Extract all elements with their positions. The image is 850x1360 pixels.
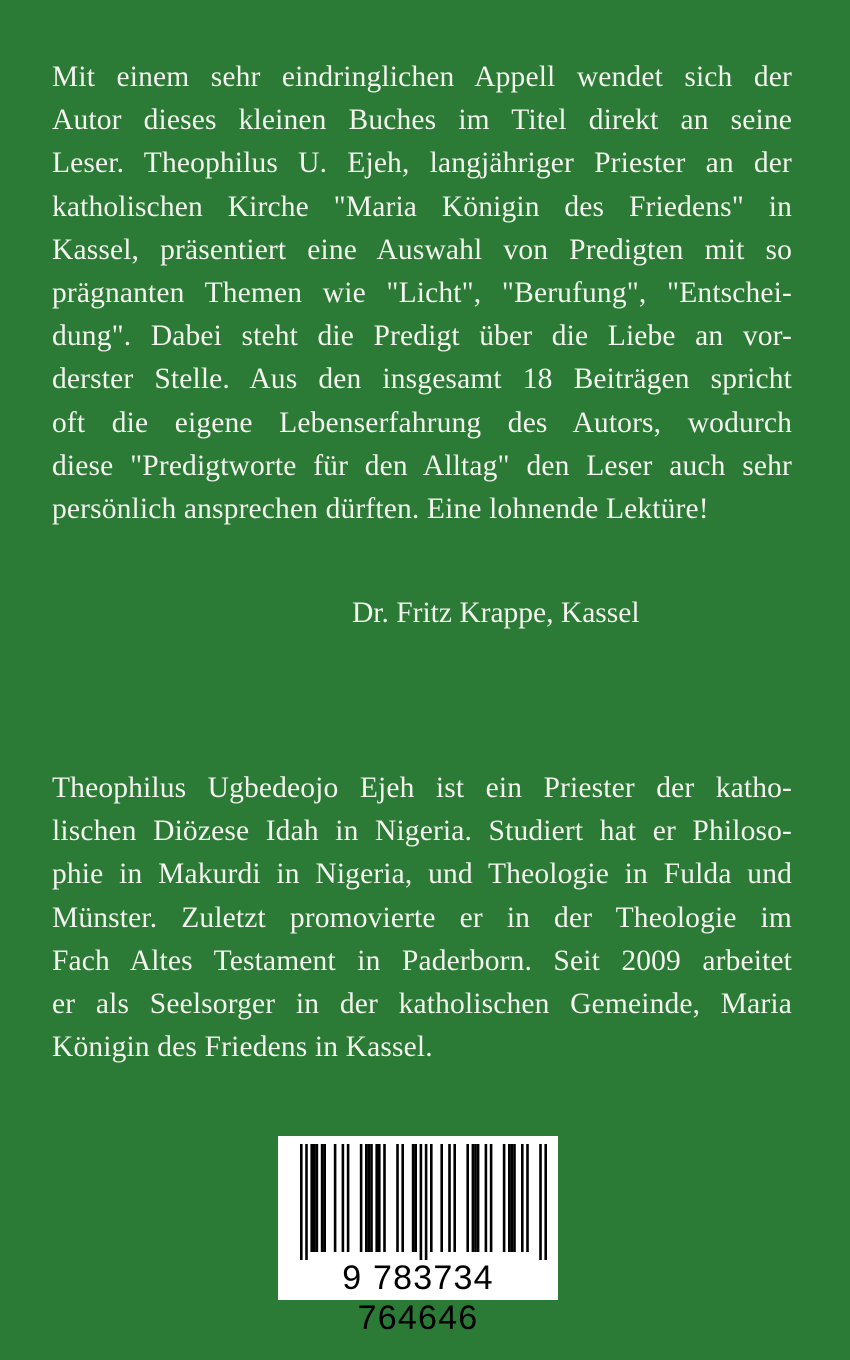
- bio-line: phie in Makurdi in Nigeria, und Theologie in Fulda und: [52, 858, 792, 891]
- barcode-bar: [544, 1144, 547, 1260]
- isbn-barcode: [278, 1136, 558, 1337]
- blurb-line: derster Stelle. Aus den insgesamt 18 Beiträgen spricht: [52, 363, 792, 396]
- bio-line: er als Seelsorger in der katholischen Gemeinde, Maria: [52, 988, 792, 1021]
- bio-line: Theophilus Ugbedeojo Ejeh ist ein Priester der katho-: [52, 772, 792, 804]
- blurb-line: diese "Predigtworte für den Alltag" den Leser auch sehr: [52, 449, 792, 482]
- barcode-digits: 9 783734 764646: [342, 1259, 494, 1337]
- barcode-bar: [414, 1144, 417, 1252]
- blurb-line: prägnanten Themen wie "Licht", "Berufung", "Entschei-: [52, 277, 792, 310]
- barcode-bar: [396, 1144, 399, 1252]
- barcode-bar: [430, 1144, 433, 1252]
- barcode-bar: [323, 1144, 326, 1252]
- barcode-bar: [485, 1144, 488, 1252]
- barcode-bar: [503, 1144, 506, 1252]
- barcode-bar: [412, 1144, 415, 1252]
- barcode-bar: [477, 1144, 480, 1252]
- barcode-bar: [305, 1144, 308, 1260]
- blurb-line: Mit einem sehr eindringlichen Appell wendet sich der: [52, 61, 792, 93]
- barcode-bar: [425, 1144, 428, 1260]
- blurb-line: Kassel, präsentiert eine Auswahl von Predigten mit so: [52, 233, 792, 266]
- barcode-bar: [508, 1144, 511, 1252]
- barcode-bar: [300, 1144, 303, 1260]
- bio-line: Fach Altes Testament in Paderborn. Seit 2009 arbeitet: [52, 944, 792, 977]
- barcode-bar: [440, 1144, 443, 1252]
- barcode-bar: [347, 1144, 350, 1252]
- bio-line: lischen Diözese Idah in Nigeria. Studiert hat er Philoso-: [52, 815, 792, 848]
- barcode-bar: [490, 1144, 493, 1252]
- blurb-line: Leser. Theophilus U. Ejeh, langjähriger Priester an der: [52, 147, 792, 180]
- blurb-line: dung". Dabei steht die Predigt über die Liebe an vor-: [52, 320, 792, 353]
- bio-line: Münster. Zuletzt promovierte er in der Theologie im: [52, 901, 792, 934]
- blurb-signature: Dr. Fritz Krappe, Kassel: [352, 597, 640, 629]
- barcode-bar: [316, 1144, 319, 1252]
- barcode-bar: [448, 1144, 451, 1252]
- barcode-bar: [401, 1144, 404, 1252]
- barcode-bar: [513, 1144, 516, 1252]
- barcode-bars: [278, 1136, 558, 1260]
- barcode-bar: [334, 1144, 337, 1252]
- author-bio-text: [52, 767, 792, 1069]
- blurb-line: oft die eigene Lebenserfahrung des Autors, wodurch: [52, 406, 792, 439]
- blurb-line: katholischen Kirche "Maria Königin des Friedens" in: [52, 190, 792, 223]
- barcode-bar: [360, 1144, 363, 1252]
- barcode-bar: [474, 1144, 477, 1252]
- blurb-line: Autor dieses kleinen Buches im Titel direkt an seine: [52, 104, 792, 137]
- barcode-bar: [420, 1144, 423, 1260]
- barcode-bar: [342, 1144, 345, 1252]
- barcode-bar: [383, 1144, 386, 1252]
- blurb-text: [52, 56, 792, 531]
- barcode-bar: [453, 1144, 456, 1252]
- barcode-bar: [378, 1144, 381, 1252]
- barcode-bar: [310, 1144, 313, 1252]
- blurb-line: persönlich ansprechen dürften. Eine lohnende Lektüre!: [52, 493, 709, 526]
- barcode-bar: [526, 1144, 529, 1252]
- barcode-bar: [365, 1144, 368, 1252]
- barcode-bar: [313, 1144, 316, 1252]
- barcode-bar: [511, 1144, 514, 1252]
- barcode-bar: [466, 1144, 469, 1252]
- barcode-bar: [472, 1144, 475, 1252]
- barcode-bar: [539, 1144, 542, 1260]
- barcode-bar: [521, 1144, 524, 1252]
- barcode-bar: [370, 1144, 373, 1252]
- barcode-bar: [375, 1144, 378, 1252]
- bio-line: Königin des Friedens in Kassel.: [52, 1031, 433, 1064]
- barcode-bar: [321, 1144, 324, 1252]
- barcode-bar: [368, 1144, 371, 1252]
